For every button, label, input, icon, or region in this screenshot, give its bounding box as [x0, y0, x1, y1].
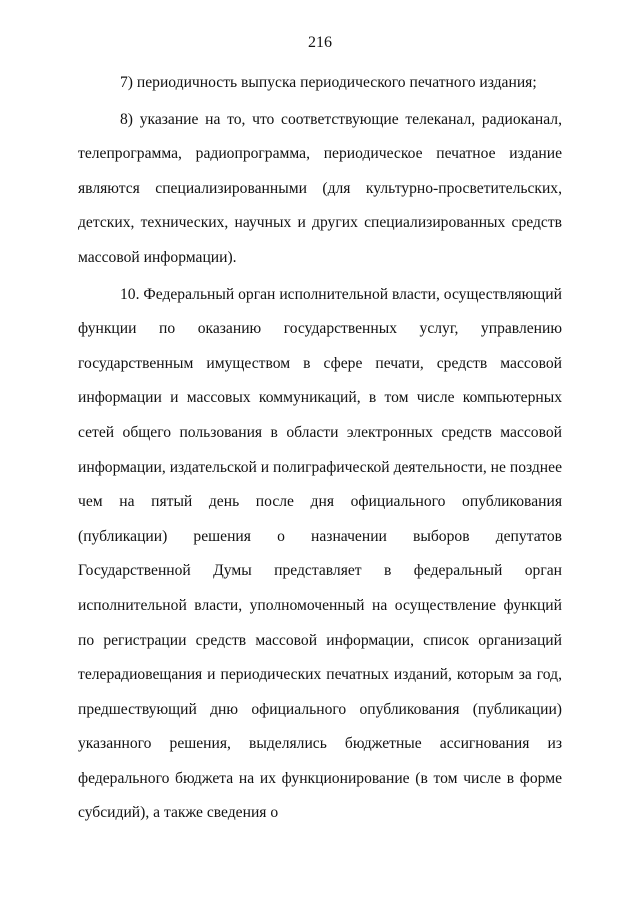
paragraph-part-10: 10. Федеральный орган исполнительной власти, осуществляющий функции по оказанию государственных услуг, управлению государственным имуществом в сфере печати, средств массовой информации и массовых коммуникаций, в том числе компьютерных сетей общего пользования в области электронных средств массовой информации, издательской и полиграфической деятельности, не позднее чем на пятый день после дня официального опубликования (публикации) решения о назначении выборов депутатов Государственной Думы представляет в федеральный орган исполнительной власти, уполномоченный на осуществление функций по регистрации средств массовой информации, список организаций телерадиовещания и периодических печатных изданий, которым за год, предшествующий дню официального опубликования (публикации) указанного решения, выделялись бюджетные ассигнования из федерального бюджета на их функционирование (в том числе в форме субсидий), а также сведения о	[78, 285, 562, 822]
paragraph-item-7: 7) периодичность выпуска периодического печатного издания;	[120, 74, 537, 91]
page-number: 216	[308, 34, 332, 51]
paragraph-item-8: 8) указание на то, что соответствующие телеканал, радиоканал, телепрограмма, радиопрограмма, периодическое печатное издание являются специализированными (для культурно-просветительских, детских, технических, научных и других специализированных средств массовой информации).	[78, 110, 562, 266]
document-body	[78, 66, 562, 831]
